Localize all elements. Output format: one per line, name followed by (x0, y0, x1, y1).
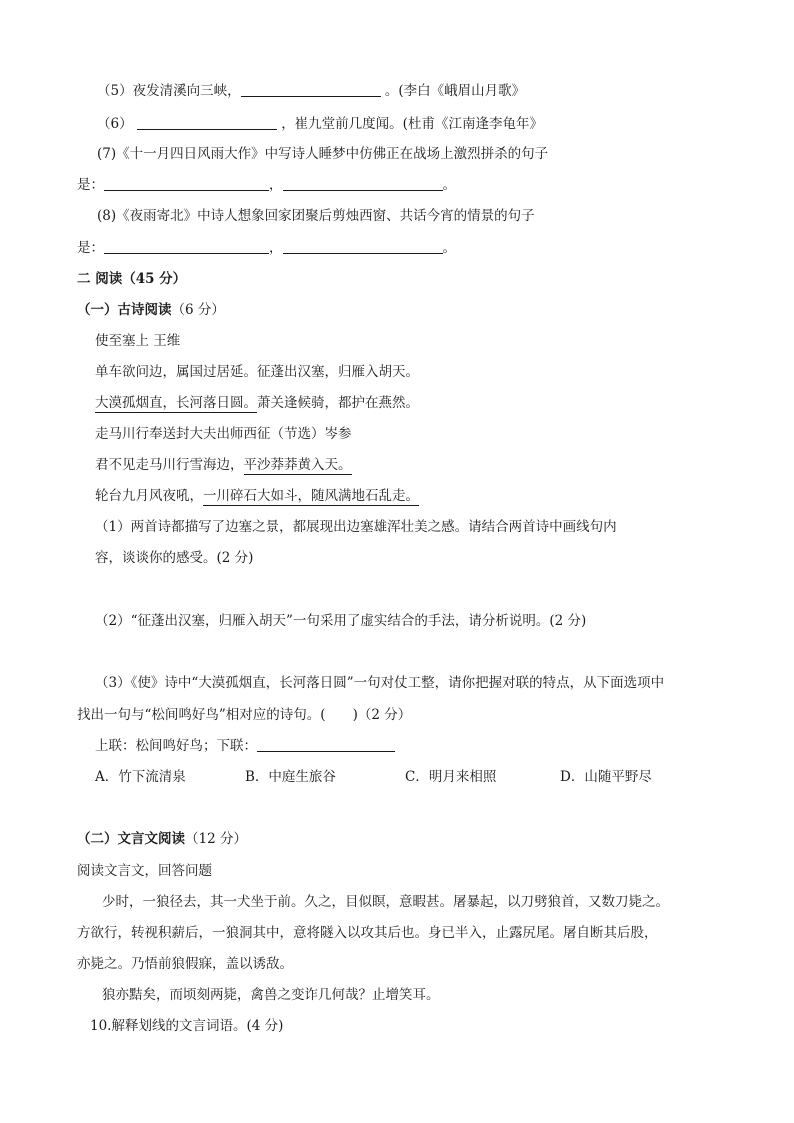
poem2-title: 走马川行奉送封大夫出师西征（节选）岑参 (95, 426, 352, 442)
poem1-title: 使至塞上 王维 (95, 333, 181, 349)
question-7-answer: 是： ， 。 (77, 177, 456, 193)
question-1-cont: 容，谈谈你的感受。(2 分) (95, 550, 254, 566)
couplet-line: 上联：松间鸣好鸟；下联： (95, 736, 395, 756)
question-8-answer: 是： ， 。 (77, 240, 456, 256)
question-10: 10.解释划线的文言词语。(4 分) (90, 1018, 284, 1034)
passage-line: 亦毙之。乃悟前狼假寐，盖以诱敌。 (77, 956, 293, 972)
section-title: 二 阅读（45 分） (77, 271, 187, 287)
poem2-line: 君不见走马川行雪海边，平沙莽莽黄入天。 (95, 457, 352, 473)
question-3: （3）《使》诗中“大漠孤烟直，长河落日圆”一句对仗工整，请你把握对联的特点，从下面选项中 (95, 675, 665, 691)
classical-heading: （二）文言文阅读（12 分） (77, 831, 247, 847)
option-a[interactable]: A．竹下流清泉 (95, 769, 186, 785)
answer-blank[interactable] (137, 114, 277, 130)
option-c[interactable]: C．明月来相照 (405, 769, 497, 785)
question-6: （6） ，崔九堂前几度闻。(杜甫《江南逢李龟年》 (97, 116, 543, 132)
underlined-line: 大漠孤烟直，长河落日圆。 (95, 395, 257, 411)
answer-blank[interactable] (104, 175, 269, 191)
poem2-line: 轮台九月风夜吼，一川碎石大如斗，随风满地石乱走。 (95, 488, 419, 504)
passage-line: 方欲行，转视积薪后，一狼洞其中，意将隧入以攻其后也。身已半入，止露尻尾。屠自断其后股， (77, 925, 658, 941)
question-1: （1）两首诗都描写了边塞之景，都展现出边塞雄浑壮美之感。请结合两首诗中画线句内 (95, 519, 617, 535)
answer-blank[interactable] (283, 238, 443, 254)
question-7-text: (7)《十一月四日风雨大作》中写诗人睡梦中仿佛正在战场上激烈拼杀的句子 (97, 146, 549, 162)
answer-blank[interactable] (283, 175, 443, 191)
question-2: （2）“征蓬出汉塞，归雁入胡天”一句采用了虚实结合的手法，请分析说明。(2 分) (95, 613, 587, 629)
option-d[interactable]: D．山随平野尽 (560, 769, 652, 785)
poem1-line: 单车欲问边，属国过居延。征蓬出汉塞，归雁入胡天。 (95, 364, 419, 380)
poetry-heading: （一）古诗阅读（6 分） (77, 302, 225, 318)
question-5: （5）夜发清溪向三峡， 。(李白《峨眉山月歌》 (97, 83, 526, 99)
underlined-line: 平沙莽莽黄入天。 (243, 457, 352, 473)
option-b[interactable]: B．中庭生旅谷 (245, 769, 336, 785)
answer-blank[interactable] (104, 238, 269, 254)
question-3-cont: 找出一句与“松间鸣好鸟”相对应的诗句。( )（2 分） (77, 707, 412, 723)
answer-blank[interactable] (257, 736, 395, 752)
passage-line: 狼亦黠矣，而顷刻两毙，禽兽之变诈几何哉？止增笑耳。 (102, 987, 440, 1003)
passage-line: 少时，一狼径去，其一犬坐于前。久之，目似瞑，意暇甚。屠暴起，以刀劈狼首，又数刀毙之。 (102, 894, 669, 910)
answer-blank[interactable] (241, 81, 381, 97)
poem1-line: 大漠孤烟直，长河落日圆。萧关逢候骑，都护在燕然。 (95, 395, 419, 411)
underlined-line: 一川碎石大如斗，随风满地石乱走。 (203, 488, 419, 504)
question-8-text: (8)《夜雨寄北》中诗人想象回家团聚后剪烛西窗、共话今宵的情景的句子 (97, 208, 535, 224)
classical-instruction: 阅读文言文，回答问题 (77, 863, 212, 879)
